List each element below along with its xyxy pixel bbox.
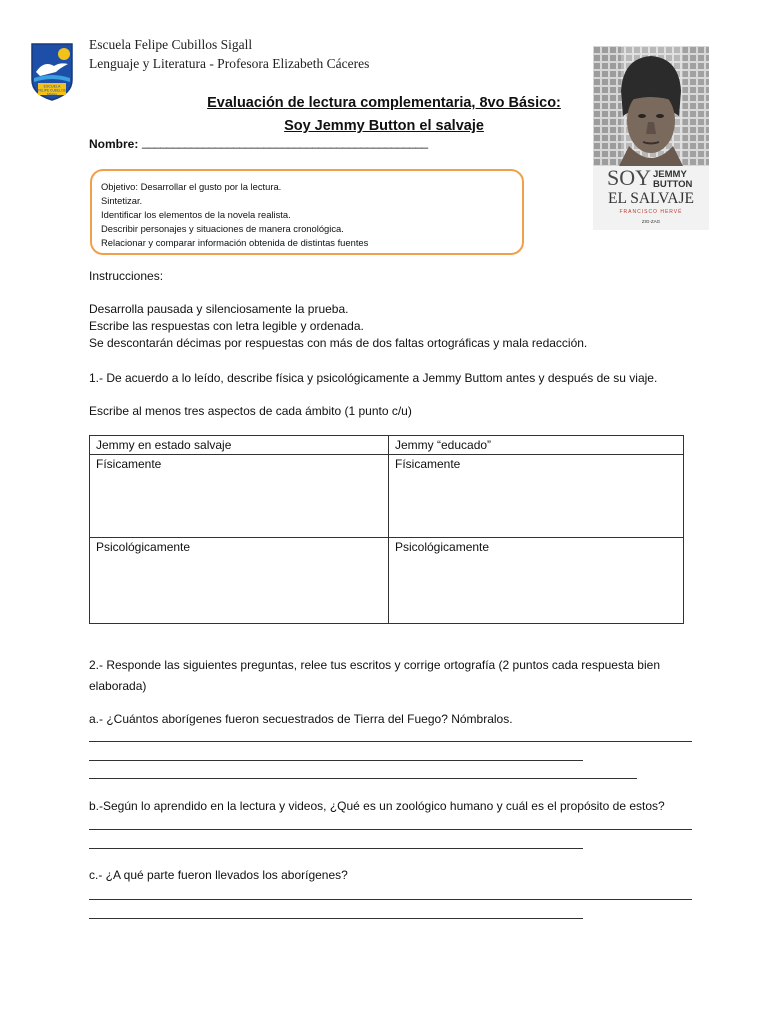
comparison-table bbox=[89, 435, 684, 624]
question-2-prompt-line2: elaborada) bbox=[89, 679, 147, 693]
table-cell-physical-educated[interactable]: Físicamente bbox=[389, 455, 684, 538]
question-2a: a.- ¿Cuántos aborígenes fueron secuestrados de Tierra del Fuego? Nómbralos. bbox=[89, 712, 513, 726]
name-field[interactable]: _______________________________________________ bbox=[142, 135, 428, 149]
logo-text-3: SIGALL bbox=[46, 92, 58, 96]
evaluation-title: Evaluación de lectura complementaria, 8vo Básico: bbox=[207, 95, 561, 111]
cover-author: FRANCISCO HERVÉ bbox=[619, 209, 683, 215]
objective-4: Describir personajes y situaciones de manera cronológica. bbox=[101, 223, 344, 234]
cover-soy-1: SOY bbox=[607, 165, 652, 190]
name-label: Nombre: bbox=[89, 137, 139, 151]
answer-line-a1[interactable] bbox=[89, 741, 692, 742]
instruction-2: Escribe las respuestas con letra legible y ordenada. bbox=[89, 319, 364, 333]
cover-publisher: ZIG-ZAG bbox=[641, 219, 661, 224]
school-name: Escuela Felipe Cubillos Sigall bbox=[89, 37, 253, 52]
question-1-subprompt: Escribe al menos tres aspectos de cada ámbito (1 punto c/u) bbox=[89, 404, 412, 418]
objective-1: Objetivo: Desarrollar el gusto por la lectura. bbox=[101, 181, 282, 192]
question-2b: b.-Según lo aprendido en la lectura y videos, ¿Qué es un zoológico humano y cuál es el propósito de estos? bbox=[89, 799, 665, 813]
answer-line-c2[interactable] bbox=[89, 918, 583, 919]
table-cell-physical-savage[interactable]: Físicamente bbox=[90, 455, 389, 538]
book-cover bbox=[593, 46, 709, 230]
question-1-prompt: 1.- De acuerdo a lo leído, describe física y psicológicamente a Jemmy Buttom antes y después de su viaje. bbox=[89, 371, 658, 385]
objective-5: Relacionar y comparar información obtenida de distintas fuentes bbox=[101, 237, 369, 248]
answer-line-c1[interactable] bbox=[89, 899, 692, 900]
cover-button: BUTTON bbox=[653, 179, 693, 190]
answer-line-b1[interactable] bbox=[89, 829, 692, 830]
cover-jemmy: JEMMY bbox=[653, 169, 687, 180]
table-cell-psych-educated[interactable]: Psicológicamente bbox=[389, 538, 684, 624]
instruction-1: Desarrolla pausada y silenciosamente la prueba. bbox=[89, 302, 349, 316]
logo-text-2: FELIPE CUBILLOS bbox=[38, 88, 66, 93]
objectives-box bbox=[90, 169, 524, 255]
logo-text-1: ESCUELA bbox=[43, 84, 61, 89]
question-2-prompt-line1: 2.- Responde las siguientes preguntas, relee tus escritos y corrige ortografía (2 puntos cada respuesta bien bbox=[89, 658, 660, 672]
school-logo bbox=[30, 42, 74, 102]
book-title: Soy Jemmy Button el salvaje bbox=[284, 118, 484, 134]
instructions-heading: Instrucciones: bbox=[89, 269, 164, 283]
objective-2: Sintetizar. bbox=[101, 195, 143, 206]
answer-line-b2[interactable] bbox=[89, 848, 583, 849]
objective-3: Identificar los elementos de la novela realista. bbox=[101, 209, 291, 220]
question-2c: c.- ¿A qué parte fueron llevados los aborígenes? bbox=[89, 868, 348, 882]
cover-salvaje: EL SALVAJE bbox=[608, 190, 694, 207]
answer-line-a3[interactable] bbox=[89, 778, 637, 779]
table-cell-psych-savage[interactable]: Psicológicamente bbox=[90, 538, 389, 624]
instruction-3: Se descontarán décimas por respuestas con más de dos faltas ortográficas y mala redacción. bbox=[89, 336, 588, 350]
subject-line: Lenguaje y Literatura - Profesora Elizabeth Cáceres bbox=[89, 56, 370, 71]
table-header-savage: Jemmy en estado salvaje bbox=[90, 436, 389, 455]
table-header-educated: Jemmy “educado” bbox=[389, 436, 684, 455]
answer-line-a2[interactable] bbox=[89, 760, 583, 761]
